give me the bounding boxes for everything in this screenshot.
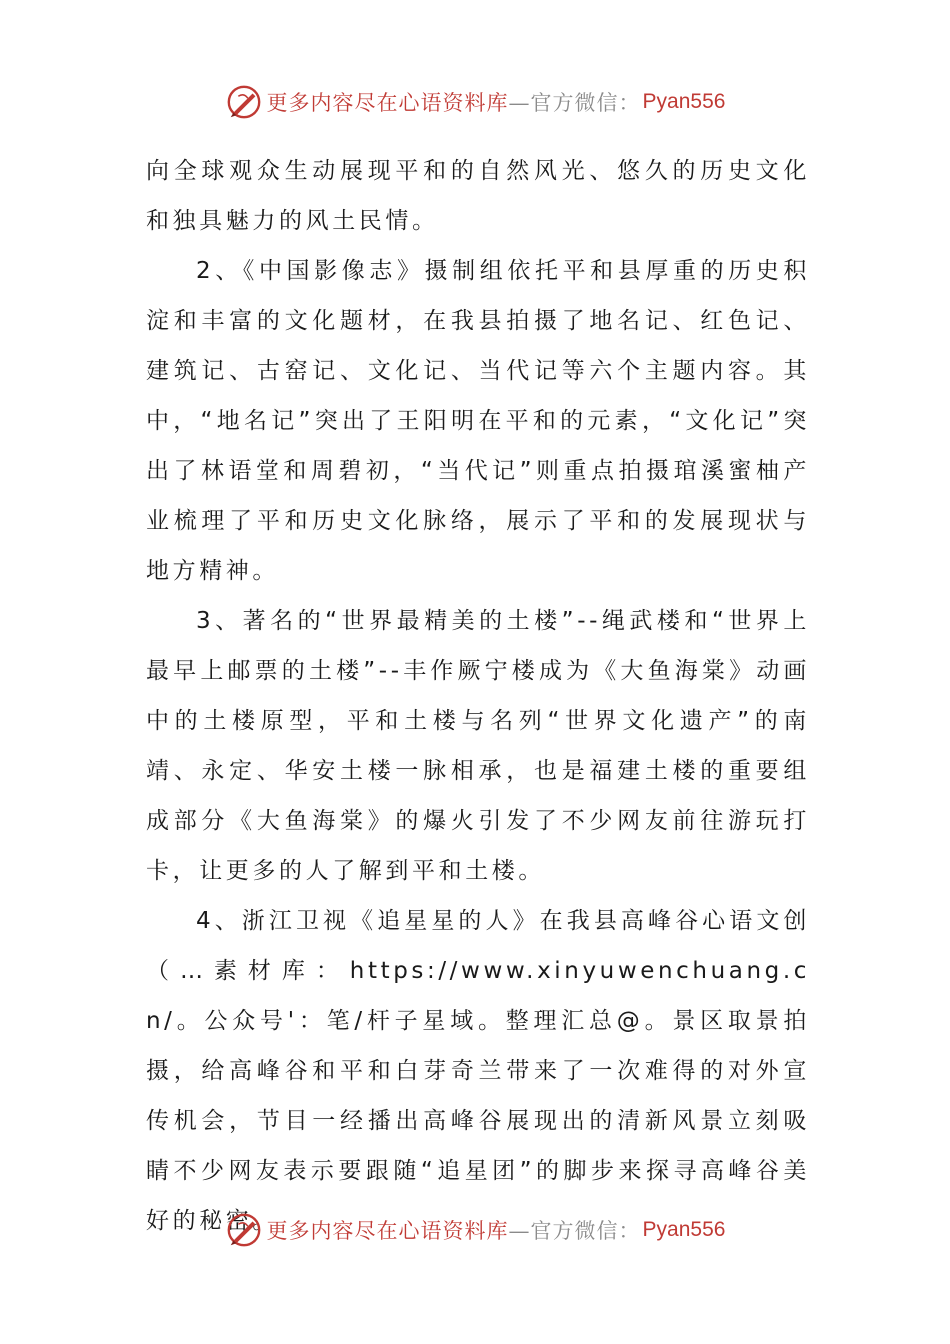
pen-logo-icon (225, 1211, 263, 1249)
paragraph-1: 向全球观众生动展现平和的自然风光、悠久的历史文化和独具魅力的风土民情。 (146, 158, 810, 234)
paragraph-2: 2、《中国影像志》摄制组依托平和县厚重的历史积淀和丰富的文化题材，在我县拍摄了地名记、红色记、建筑记、古窑记、文化记、当代记等六个主题内容。其中，“地名记”突出了王阳明在平和的元素，“文化记”突出了林语堂和周碧初，“当代记”则重点拍摄琯溪蜜柚产业梳理了平和历史文化脉络，展示了平和的发展现状与地方精神。 (146, 258, 810, 584)
header-banner (0, 80, 950, 124)
paragraph-3: 3、著名的“世界最精美的土楼”--绳武楼和“世界上最早上邮票的土楼”--丰作厥宁楼成为《大鱼海棠》动画中的土楼原型，平和土楼与名列“世界文化遗产”的南靖、永定、华安土楼一脉相承，也是福建土楼的重要组成部分《大鱼海棠》的爆火引发了不少网友前往游玩打卡，让更多的人了解到平和土楼。 (146, 608, 810, 884)
footer-wechat-id: Pyan556 (642, 1218, 726, 1241)
pen-logo-icon (225, 83, 263, 121)
footer-separator-text: —官方微信： (508, 1219, 641, 1243)
document-body (146, 146, 810, 1246)
header-separator-text: —官方微信： (508, 91, 641, 115)
paragraph-4: 4、浙江卫视《追星星的人》在我县高峰谷心语文创（…素材库：https://www.xinyuwenchuang.cn/。公众号'：笔/杆子星域。整理汇总@。景区取景拍摄，给高峰谷和平和白芽奇兰带来了一次难得的对外宣传机会，节目一经播出高峰谷展现出的清新风景立刻吸睛不少网友表示要跟随“追星团”的脚步来探寻高峰谷美好的秘密。 (146, 908, 810, 1234)
header-brand-text: 更多内容尽在心语资料库 (266, 91, 509, 115)
footer-brand-text: 更多内容尽在心语资料库 (266, 1219, 509, 1243)
header-wechat-id: Pyan556 (642, 90, 726, 113)
footer-banner (0, 1208, 950, 1252)
